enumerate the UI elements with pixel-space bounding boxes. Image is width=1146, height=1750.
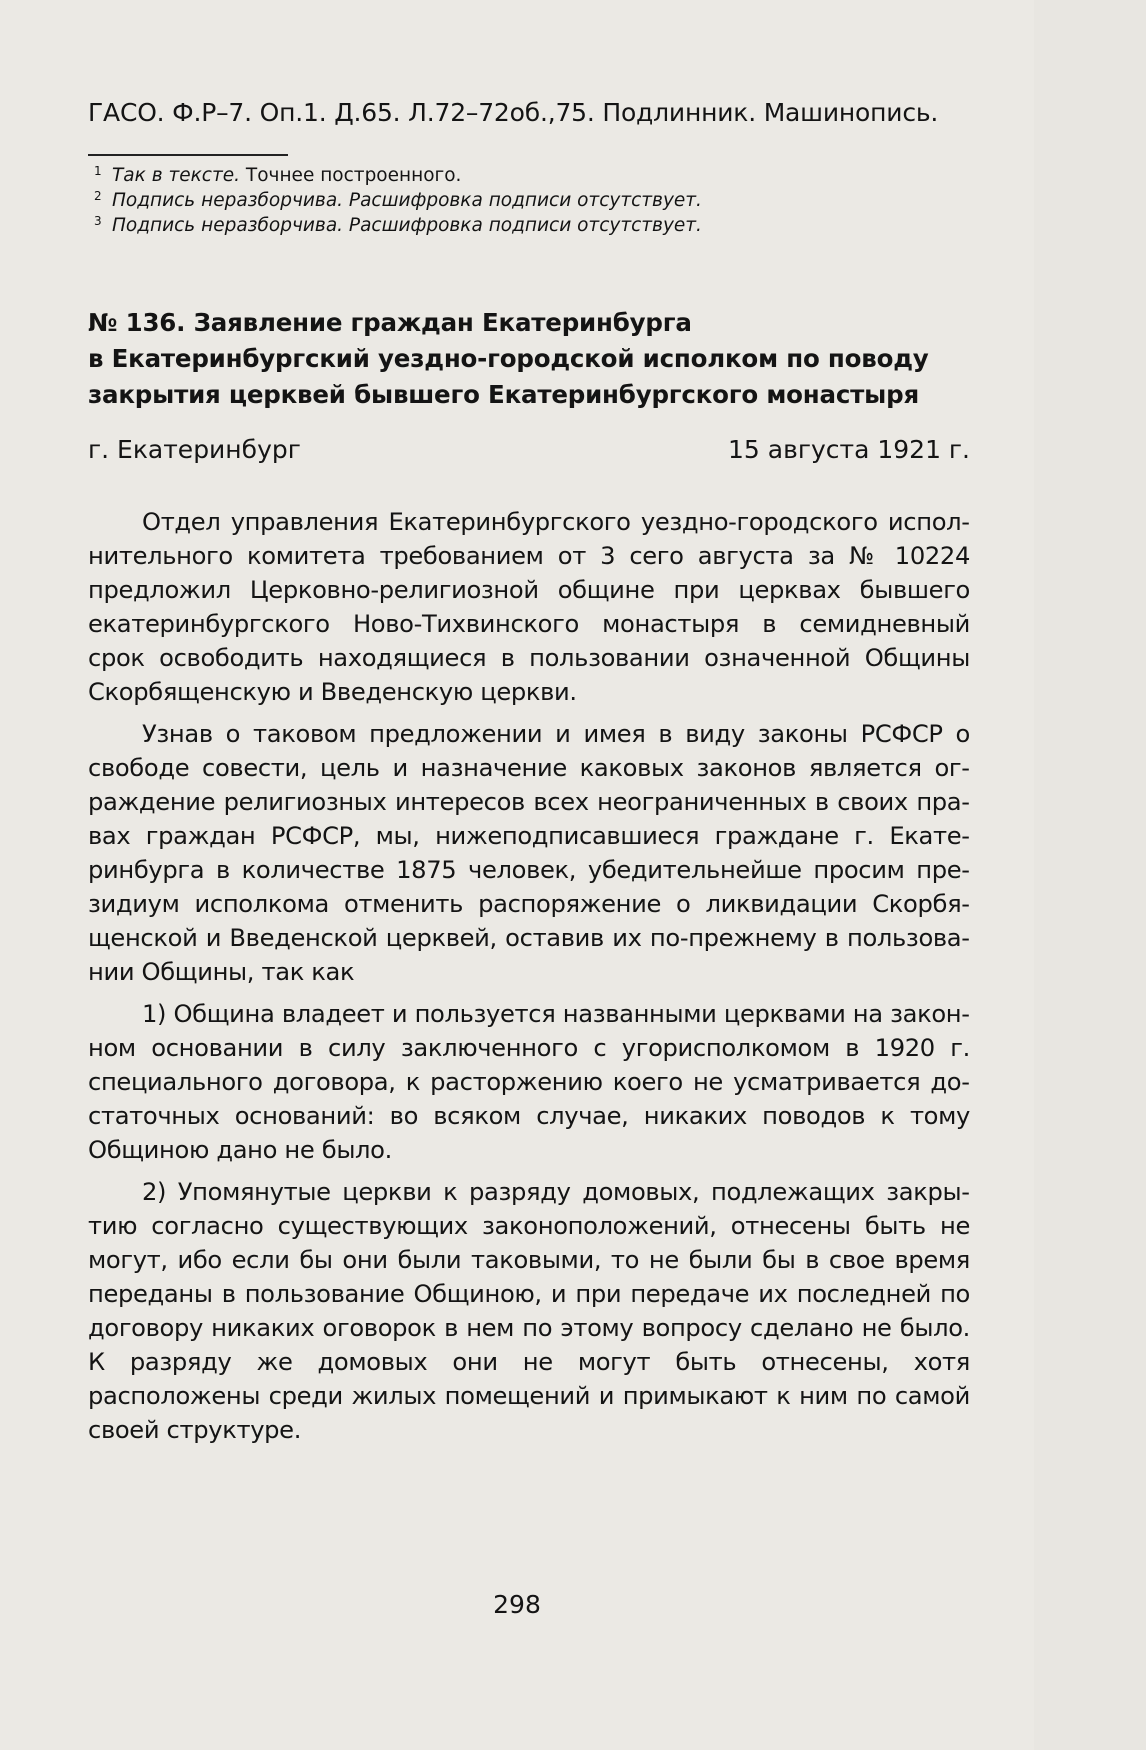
document-place: г. Екатеринбург — [88, 435, 301, 464]
footnote-plain: Точнее построенного. — [240, 165, 462, 186]
footnote — [88, 214, 970, 239]
heading-line: закрытия церквей бывшего Екатеринбургского монастыря — [88, 380, 920, 409]
body-paragraph: Отдел управления Екатеринбургского уездно-городского исполнительного комитета требованием от 3 сего августа за № 10224 предложил Церковно-религиозной общине при церквах бывшего екатеринбургского Ново-Тихвинского монастыря в семидневный срок освободить находящиеся в пользовании означенной Общины Скорбященскую и Введенскую церкви. — [88, 508, 970, 706]
page-number: 298 — [493, 1590, 541, 1619]
document-heading — [88, 305, 970, 413]
footnote-italic: Подпись неразборчива. Расшифровка подписи отсутствует. — [112, 215, 702, 236]
footnote-number: 1 — [94, 164, 102, 178]
footnotes — [88, 164, 970, 239]
footnote-text — [112, 164, 461, 187]
footnote — [88, 164, 970, 189]
footnote-text — [112, 189, 702, 212]
page-content — [88, 96, 970, 1455]
footnote-separator — [88, 154, 288, 156]
body-paragraph: 1) Община владеет и пользуется названными церквами на законном основании в силу заключенного с угорисполкомом в 1920 г. специального договора, к расторжению коего не усматривается достаточных оснований: во всяком случае, никаких поводов к тому Общиною дано не было. — [88, 1000, 970, 1164]
footnote-italic: Так в тексте. — [112, 165, 241, 186]
footnote — [88, 189, 970, 214]
body-paragraph: Узнав о таковом предложении и имея в виду законы РСФСР о свободе совести, цель и назначение каковых законов является ограждение религиозных интересов всех неограниченных в своих правах граждан РСФСР, мы, нижеподписавшиеся граждане г. Екатеринбурга в количестве 1875 человек, убедительнейше просим президиум исполкома отменить распоряжение о ликвидации Скорбященской и Введенской церквей, оставив их по-прежнему в пользовании Общины, так как — [88, 720, 970, 986]
footnote-number: 2 — [94, 189, 102, 203]
document-body — [88, 505, 970, 1447]
footnote-italic: Подпись неразборчива. Расшифровка подписи отсутствует. — [112, 190, 702, 211]
document-date: 15 августа 1921 г. — [728, 435, 970, 464]
footnote-number: 3 — [94, 214, 102, 228]
heading-line: в Екатеринбургский уездно-городской исполком по поводу — [88, 344, 929, 373]
footnote-text — [112, 214, 702, 237]
place-date-line — [88, 433, 970, 467]
heading-line: № 136. Заявление граждан Екатеринбурга — [88, 308, 692, 337]
archive-reference: ГАСО. Ф.Р–7. Оп.1. Д.65. Л.72–72об.,75. Подлинник. Машинопись. — [88, 98, 939, 127]
body-paragraph: 2) Упомянутые церкви к разряду домовых, подлежащих закрытию согласно существующих законоположений, отнесены быть не могут, ибо если бы они были таковыми, то не были бы в свое время переданы в пользование Общиною, и при передаче их последней по договору никаких оговорок в нем по этому вопросу сделано не было. К разряду же домовых они не могут быть отнесены, хотя расположены среди жилых помещений и примыкают к ним по самой своей структуре. — [88, 1178, 970, 1444]
